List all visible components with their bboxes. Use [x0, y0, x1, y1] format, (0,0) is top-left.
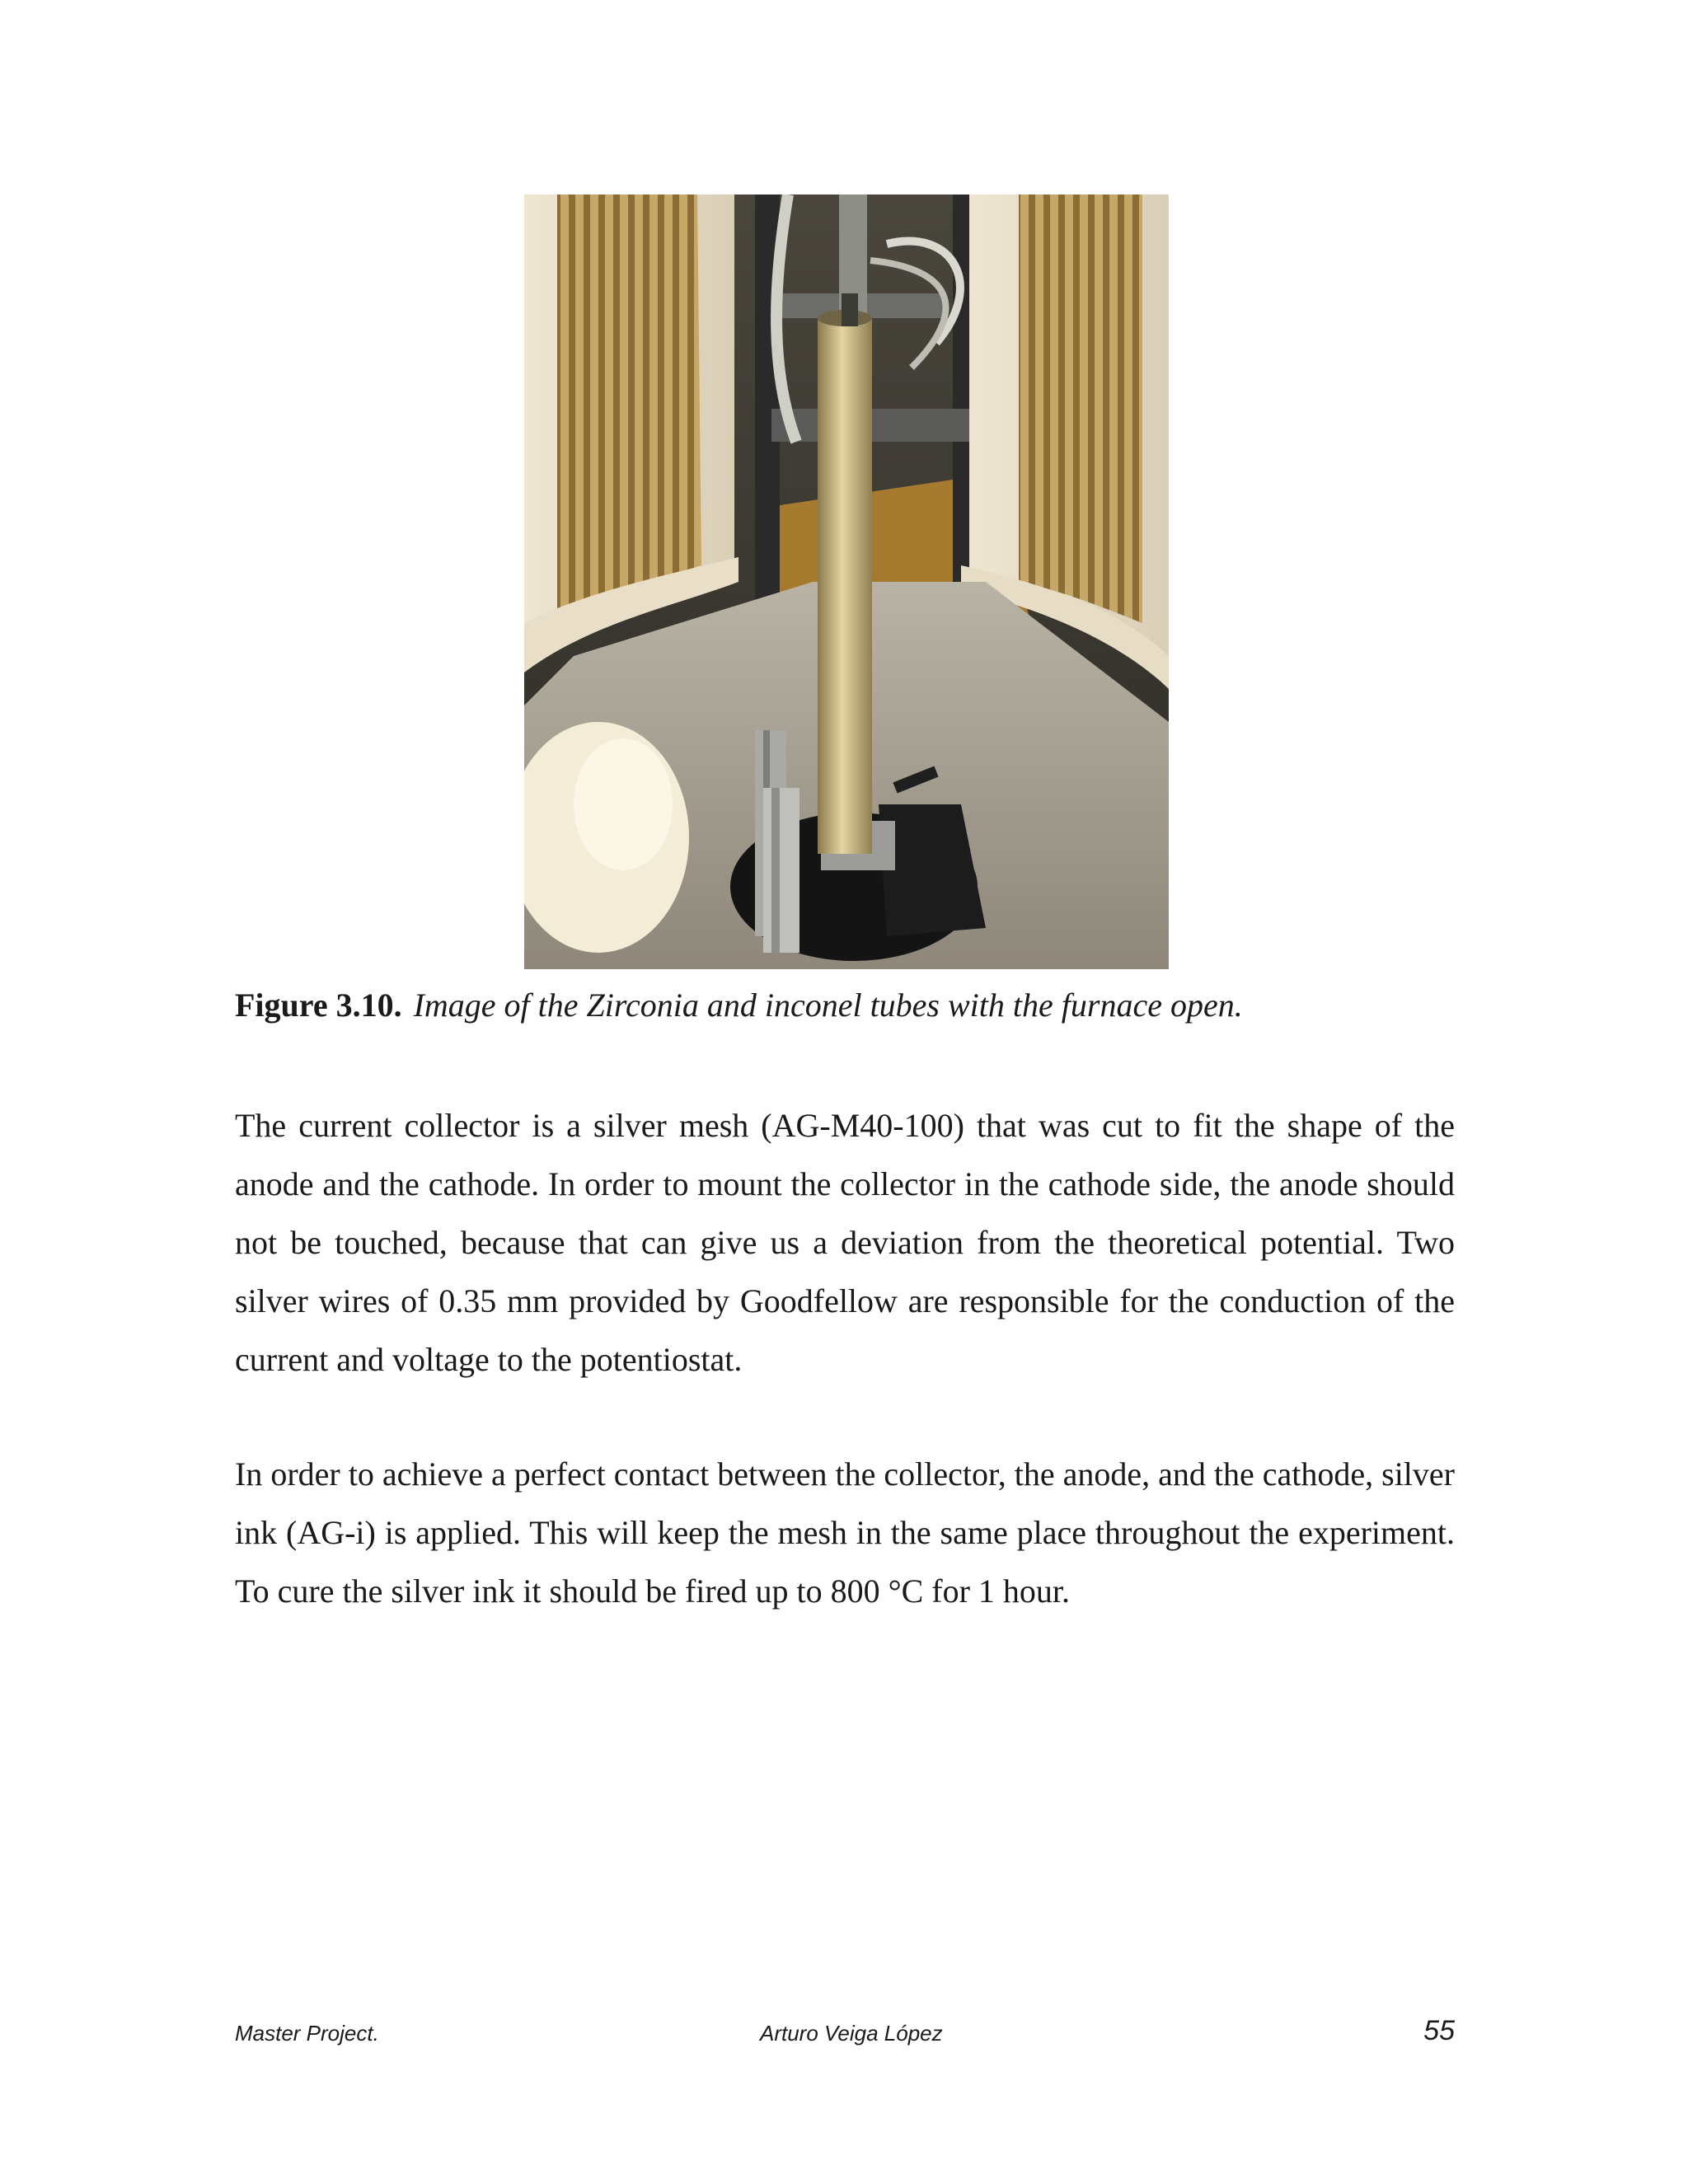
page-number: 55: [1423, 2015, 1455, 2046]
footer-author: Arturo Veiga López: [760, 2021, 943, 2046]
furnace-photo-illustration: [524, 194, 1169, 969]
body-paragraph: The current collector is a silver mesh (AG-M40-100) that was cut to fit the shape of the anode and the cathode. In order to mount the collector in the cathode side, the anode should not be touched, because that can give us a deviation from the theoretical potential. Two silver wires of 0.35 mm provided by Goodfellow are responsible for the conduction of the current and voltage to the potentiostat.: [235, 1107, 1455, 1378]
footer-project-title: Master Project.: [235, 2021, 379, 2046]
furnace-photo: [524, 194, 1169, 969]
figure-label: Figure 3.10.: [235, 987, 402, 1024]
body-paragraph: In order to achieve a perfect contact between the collector, the anode, and the cathode, silver ink (AG-i) is applied. This will keep the mesh in the same place throughout the experiment. To cure the silver ink it should be fired up to 800 °C for 1 hour.: [235, 1455, 1455, 1610]
figure-caption-text: Image of the Zirconia and inconel tubes with the furnace open.: [413, 987, 1243, 1024]
figure-caption: [235, 983, 1455, 1028]
